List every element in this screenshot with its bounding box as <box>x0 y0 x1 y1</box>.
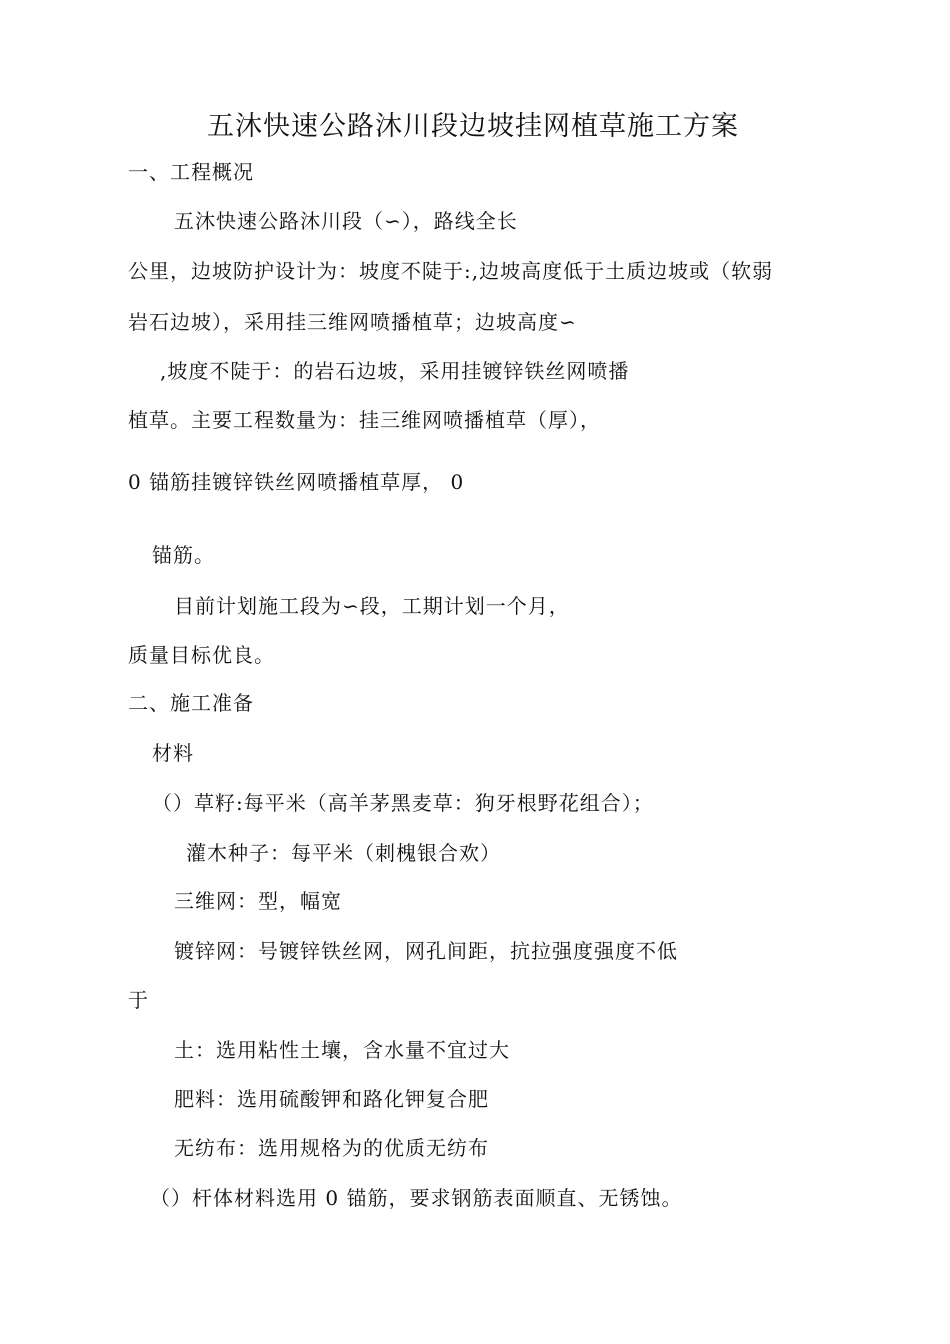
section-heading-preparation: 二、施工准备 <box>128 691 254 715</box>
list-item: 镀锌网：号镀锌铁丝网，网孔间距，抗拉强度强度不低 <box>174 939 678 963</box>
section-heading-overview: 一、工程概况 <box>128 160 254 184</box>
list-item: 土：选用粘性土壤，含水量不宜过大 <box>174 1038 510 1062</box>
list-item: 三维网：型，幅宽 <box>174 889 342 913</box>
paragraph-line: 植草。主要工程数量为：挂三维网喷播植草（厚）， <box>128 408 601 432</box>
paragraph-line: 五沐快速公路沐川段（∽），路线全长 <box>174 209 518 233</box>
paragraph-line: 公里，边坡防护设计为：坡度不陡于:,边坡高度低于土质边坡或（软弱 <box>128 259 774 283</box>
list-item: 灌木种子：每平米（刺槐银合欢） <box>186 841 501 865</box>
paragraph-line: 质量目标优良。 <box>128 643 275 667</box>
list-item-continuation: 于 <box>128 988 149 1012</box>
document-title: 五沐快速公路沐川段边坡挂网植草施工方案 <box>207 111 739 142</box>
list-item: （）杆体材料选用 0 锚筋，要求钢筋表面顺直、无锈蚀。 <box>150 1186 683 1210</box>
list-item: 无纺布：选用规格为的优质无纺布 <box>174 1136 489 1160</box>
list-item: 肥料：选用硫酸钾和路化钾复合肥 <box>174 1087 489 1111</box>
paragraph-line: 0 锚筋挂镀锌铁丝网喷播植草厚， 0 <box>128 470 465 494</box>
list-item: （）草籽:每平米（高羊茅黑麦草：狗牙根野花组合）； <box>152 791 654 815</box>
paragraph-line: ,坡度不陡于：的岩石边坡，采用挂镀锌铁丝网喷播 <box>160 359 630 383</box>
paragraph-line: 锚筋。 <box>152 543 215 567</box>
paragraph-line: 岩石边坡），采用挂三维网喷播植草；边坡高度∽ <box>128 310 577 334</box>
subheading-materials: 材料 <box>152 741 194 765</box>
paragraph-line: 目前计划施工段为∽段，工期计划一个月， <box>174 594 570 618</box>
